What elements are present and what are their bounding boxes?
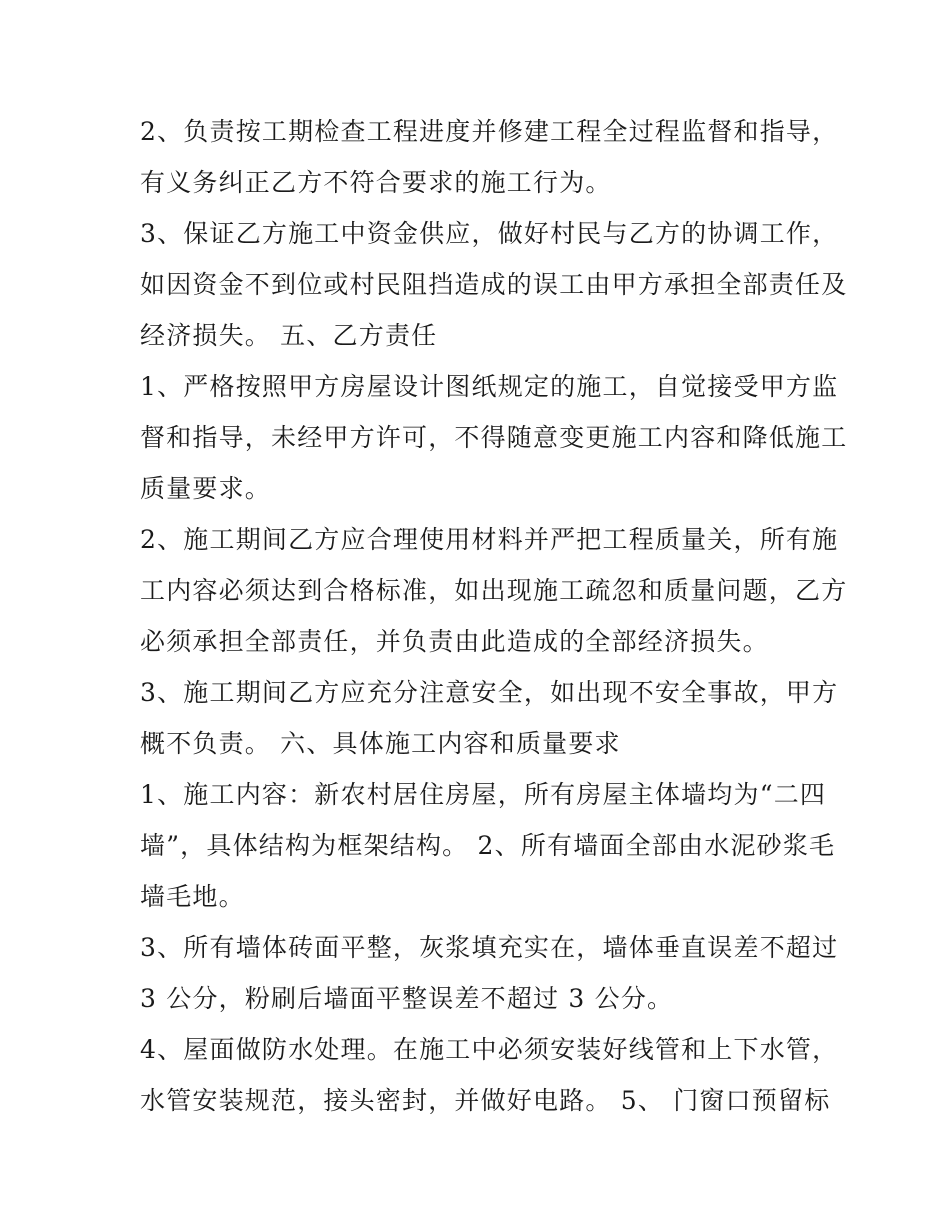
text-line: 1、施工内容：新农村居住房屋，所有房屋主体墙均为“二四: [140, 780, 827, 809]
text-line: 4、屋面做防水处理。在施工中必须安装好线管和上下水管，: [140, 1035, 839, 1064]
text-line: 3 公分，粉刷后墙面平整误差不超过 3 公分。: [140, 984, 674, 1013]
text-line: 经济损失。 五、乙方责任: [140, 321, 438, 350]
text-line: 督和指导，未经甲方许可，不得随意变更施工内容和降低施工: [140, 423, 848, 452]
text-line: 墙”，具体结构为框架结构。 2、所有墙面全部由水泥砂浆毛: [140, 831, 836, 860]
text-line: 3、保证乙方施工中资金供应，做好村民与乙方的协调工作，: [140, 219, 839, 248]
text-line: 3、所有墙体砖面平整，灰浆填充实在，墙体垂直误差不超过: [140, 933, 839, 962]
text-line: 1、严格按照甲方房屋设计图纸规定的施工，自觉接受甲方监: [140, 372, 839, 401]
text-line: 水管安装规范，接头密封，并做好电路。 5、 门窗口预留标: [140, 1086, 831, 1115]
text-line: 有义务纠正乙方不符合要求的施工行为。: [140, 168, 612, 197]
text-line: 2、施工期间乙方应合理使用材料并严把工程质量关，所有施: [140, 525, 839, 554]
text-line: 必须承担全部责任，并负责由此造成的全部经济损失。: [140, 627, 769, 656]
document-body: [140, 106, 848, 1126]
text-line: 墙毛地。: [140, 882, 245, 911]
text-line: 3、施工期间乙方应充分注意安全，如出现不安全事故，甲方: [140, 678, 839, 707]
text-line: 工内容必须达到合格标准，如出现施工疏忽和质量问题，乙方: [140, 576, 848, 605]
text-line: 如因资金不到位或村民阻挡造成的误工由甲方承担全部责任及: [140, 270, 848, 299]
text-line: 概不负责。 六、具体施工内容和质量要求: [140, 729, 621, 758]
text-line: 质量要求。: [140, 474, 272, 503]
text-line: 2、负责按工期检查工程进度并修建工程全过程监督和指导，: [140, 117, 839, 146]
